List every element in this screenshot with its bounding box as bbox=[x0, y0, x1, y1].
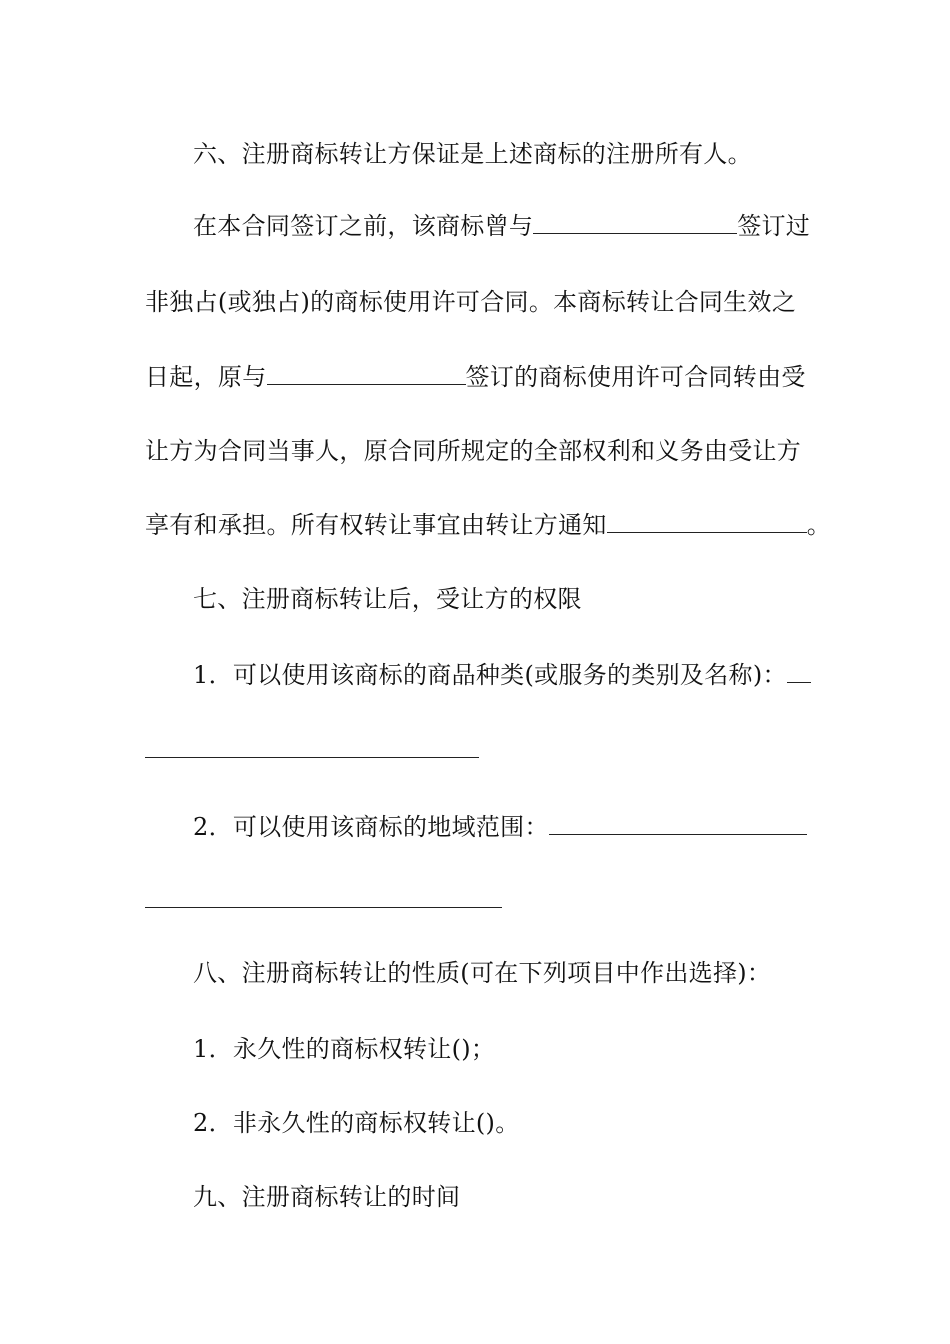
section-9-heading-text: 九、注册商标转让的时间 bbox=[193, 1183, 461, 1211]
section-6-paragraph-line-1 bbox=[193, 211, 810, 241]
paragraph-text: 享有和承担。所有权转让事宜由转让方通知 bbox=[145, 511, 607, 539]
section-8-item-1 bbox=[193, 1034, 495, 1064]
section-8-heading-text: 八、注册商标转让的性质(可在下列项目中作出选择)： bbox=[193, 959, 772, 987]
section-6-paragraph-line-3 bbox=[145, 362, 806, 392]
section-7-heading-text: 七、注册商标转让后，受让方的权限 bbox=[193, 585, 582, 613]
section-6-heading-text: 六、注册商标转让方保证是上述商标的注册所有人。 bbox=[193, 140, 752, 168]
section-7-heading bbox=[193, 584, 582, 614]
section-6-paragraph-line-2 bbox=[145, 287, 796, 317]
fill-in-blank-continuation[interactable] bbox=[145, 757, 479, 758]
paragraph-text: 在本合同签订之前，该商标曾与 bbox=[193, 212, 534, 240]
list-item-text: 1．永久性的商标权转让()； bbox=[193, 1035, 496, 1063]
section-6-paragraph-line-5 bbox=[145, 510, 831, 540]
section-8-item-2 bbox=[193, 1108, 520, 1138]
section-9-heading bbox=[193, 1182, 460, 1212]
paragraph-text: 。 bbox=[806, 511, 832, 539]
fill-in-blank-continuation[interactable] bbox=[145, 907, 502, 908]
list-item-text: 2．非永久性的商标权转让()。 bbox=[193, 1109, 520, 1137]
paragraph-text: 非独占(或独占)的商标使用许可合同。本商标转让合同生效之 bbox=[145, 288, 797, 316]
fill-in-blank[interactable] bbox=[787, 660, 811, 683]
paragraph-text: 签订的商标使用许可合同转由受 bbox=[465, 363, 806, 391]
section-7-item-1 bbox=[193, 660, 811, 690]
list-item-text: 2．可以使用该商标的地域范围： bbox=[193, 813, 549, 841]
section-7-item-2 bbox=[193, 812, 807, 842]
paragraph-text: 让方为合同当事人，原合同所规定的全部权利和义务由受让方 bbox=[145, 437, 802, 465]
section-6-heading bbox=[193, 139, 752, 169]
section-6-paragraph-line-4 bbox=[145, 436, 801, 466]
paragraph-text: 签订过 bbox=[737, 212, 811, 240]
fill-in-blank[interactable] bbox=[549, 812, 807, 835]
fill-in-blank[interactable] bbox=[607, 510, 807, 533]
list-item-text: 1．可以使用该商标的商品种类(或服务的类别及名称)： bbox=[193, 661, 787, 689]
section-8-heading bbox=[193, 958, 771, 988]
fill-in-blank[interactable] bbox=[267, 362, 466, 385]
fill-in-blank[interactable] bbox=[533, 211, 737, 234]
paragraph-text: 日起，原与 bbox=[145, 363, 267, 391]
